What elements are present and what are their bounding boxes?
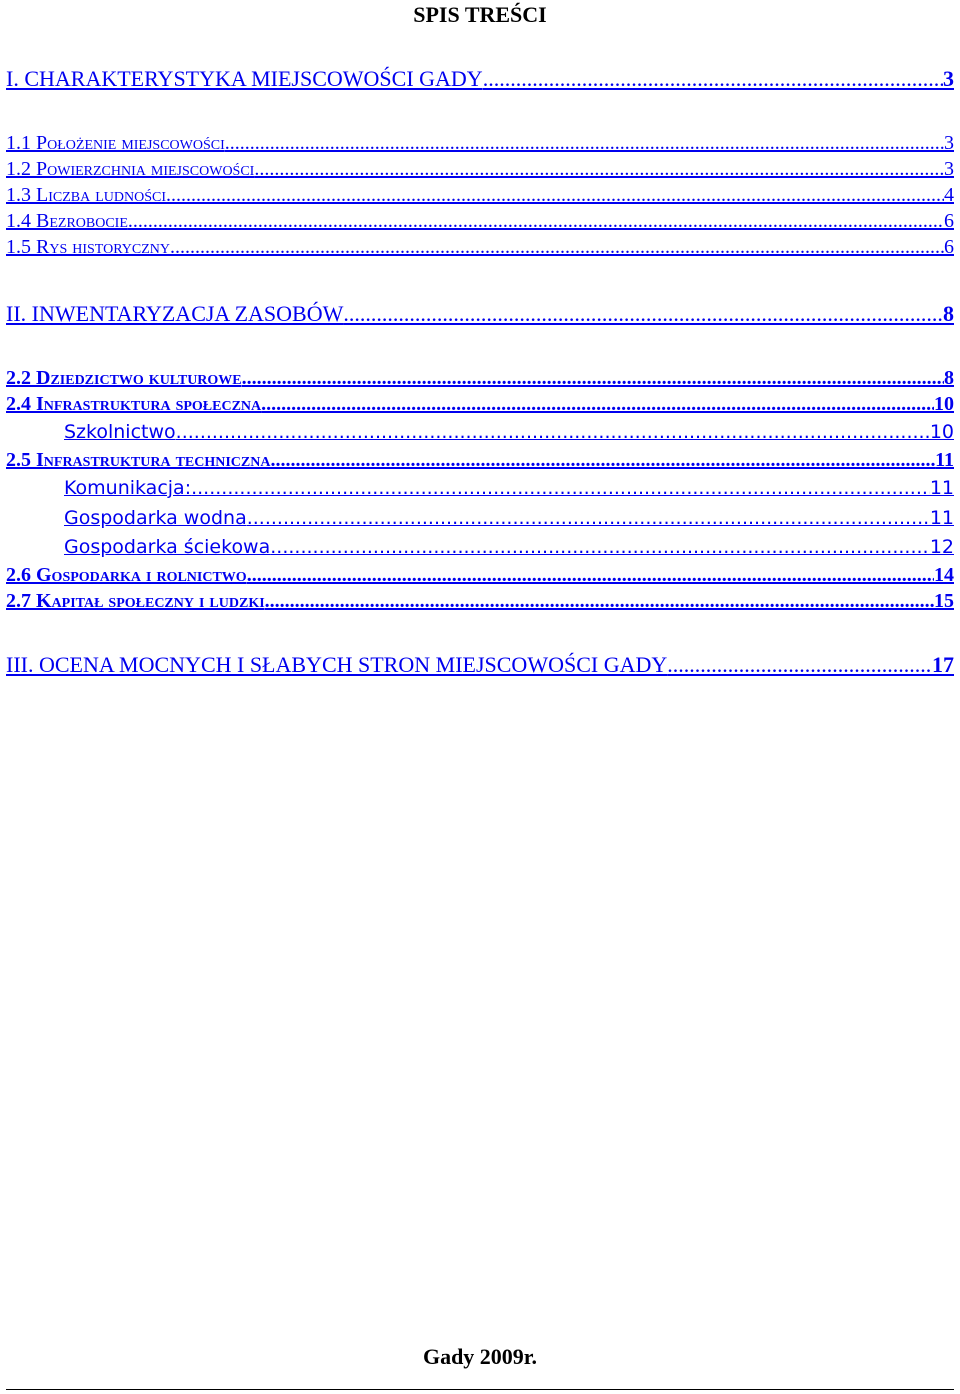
toc-entry-page: 3 [944,132,954,154]
toc-leader-dots [261,392,934,416]
page-footer: Gady 2009r. [422,1344,538,1369]
toc-entry-label: Komunikacja: [64,477,192,499]
toc-entry-2-2[interactable] [6,366,954,390]
toc-leader-dots [247,506,930,530]
toc-entry-label: Szkolnictwo [64,421,176,443]
toc-entry-gospodarka-wodna[interactable] [64,506,954,530]
toc-entry-label: II. INWENTARYZACJA ZASOBÓW [6,301,344,326]
toc-leader-dots [166,183,944,207]
toc-entry-label: I. CHARAKTERYSTYKA MIEJSCOWOŚCI GADY [6,66,483,91]
toc-leader-dots [667,652,932,678]
toc-entry-label: III. OCENA MOCNYCH I SŁABYCH STRON MIEJSCOWOŚCI GADY [6,652,668,677]
toc-leader-dots [343,301,943,327]
toc-entry-page: 6 [944,210,954,232]
toc-entry-label: 2.7 Kapitał społeczny i ludzki [6,590,265,612]
toc-entry-page: 11 [929,477,954,499]
toc-entry-chapter-1[interactable] [6,66,954,92]
toc-leader-dots [270,448,935,472]
toc-entry-label: 2.2 Dziedzictwo kulturowe [6,367,242,389]
toc-entry-page: 14 [934,564,954,586]
toc-leader-dots [254,157,944,181]
toc-entry-page: 10 [929,421,954,443]
page-title: SPIS TREŚCI [413,2,547,27]
toc-entry-page: 6 [944,236,954,258]
toc-entry-page: 8 [943,301,954,326]
toc-entry-1-5[interactable] [6,235,954,259]
toc-leader-dots [225,131,944,155]
toc-entry-page: 8 [944,367,954,389]
toc-entry-chapter-2[interactable] [6,301,954,327]
toc-entry-1-3[interactable] [6,183,954,207]
toc-entry-page: 17 [932,652,954,677]
toc-entry-gospodarka-sciekowa[interactable] [64,535,954,559]
toc-leader-dots [483,66,943,92]
toc-entry-label: 1.1 Położenie miejscowości [6,132,225,154]
footer-divider [6,1389,954,1390]
toc-leader-dots [191,476,930,500]
toc-entry-szkolnictwo[interactable] [64,420,954,444]
toc-entry-label: 2.4 Infrastruktura społeczna [6,393,262,415]
toc-entry-label: 2.5 Infrastruktura techniczna [6,449,271,471]
toc-entry-chapter-3[interactable] [6,652,954,678]
toc-entry-page: 12 [929,536,954,558]
toc-entry-2-5[interactable] [6,448,954,472]
toc-entry-label: 1.3 Liczba ludności [6,184,166,206]
toc-entry-page: 3 [943,66,954,91]
toc-entry-label: 1.5 Rys historyczny [6,236,170,258]
toc-entry-1-1[interactable] [6,131,954,155]
toc-entry-page: 10 [934,393,954,415]
toc-entry-label: Gospodarka wodna [64,507,247,529]
toc-entry-label: 1.4 Bezrobocie [6,210,128,232]
toc-entry-label: 2.6 Gospodarka i rolnictwo [6,564,247,586]
toc-entry-page: 11 [929,507,954,529]
toc-leader-dots [170,235,944,259]
toc-entry-page: 11 [935,449,954,471]
toc-entry-label: Gospodarka ściekowa [64,536,271,558]
toc-entry-2-4[interactable] [6,392,954,416]
toc-entry-komunikacja[interactable] [64,476,954,500]
toc-leader-dots [247,563,934,587]
toc-leader-dots [242,366,944,390]
toc-leader-dots [265,589,934,613]
toc-entry-1-4[interactable] [6,209,954,233]
toc-entry-1-2[interactable] [6,157,954,181]
toc-leader-dots [270,535,930,559]
toc-entry-2-6[interactable] [6,563,954,587]
toc-entry-label: 1.2 Powierzchnia miejscowości [6,158,255,180]
toc-entry-page: 3 [944,158,954,180]
toc-entry-2-7[interactable] [6,589,954,613]
toc-leader-dots [176,420,930,444]
toc-leader-dots [128,209,944,233]
toc-entry-page: 15 [934,590,954,612]
toc-entry-page: 4 [944,184,954,206]
